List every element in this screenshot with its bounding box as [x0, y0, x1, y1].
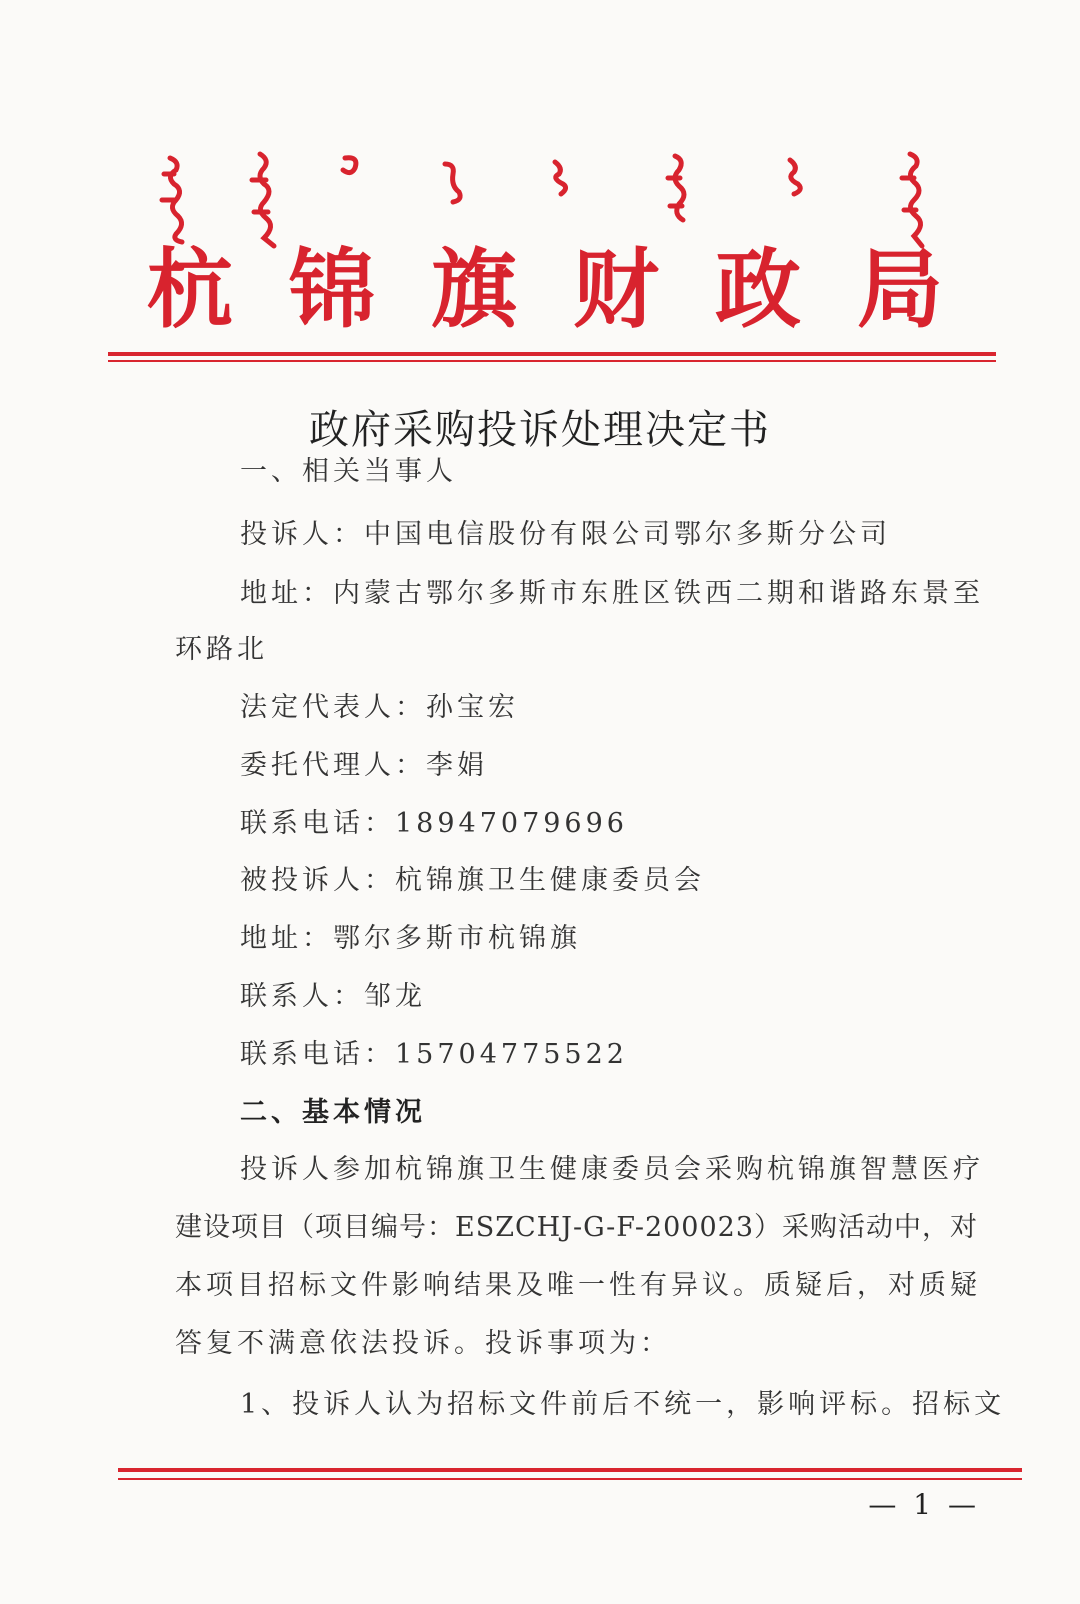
respondent-contact-line: 联系人：邹龙	[240, 981, 426, 1012]
complainant-address-line: 地址：内蒙古鄂尔多斯市东胜区铁西二期和谐路东景至	[240, 578, 984, 609]
page-number: — 1 —	[868, 1488, 980, 1521]
mongolian-script-logo	[150, 150, 940, 250]
title-char: 杭	[147, 239, 233, 340]
footer-rule-thin	[118, 1478, 1022, 1480]
title-char: 旗	[431, 239, 517, 340]
respondent-address-line: 地址：鄂尔多斯市杭锦旗	[240, 923, 581, 954]
issuing-authority-title	[140, 240, 950, 340]
title-char: 局	[857, 239, 943, 340]
body-paragraph-line: 投诉人参加杭锦旗卫生健康委员会采购杭锦旗智慧医疗	[240, 1154, 984, 1185]
header-rule-thin	[108, 360, 996, 362]
body-paragraph-line: 答复不满意依法投诉。投诉事项为：	[175, 1328, 671, 1359]
title-char: 财	[573, 239, 659, 340]
legal-representative-line: 法定代表人：孙宝宏	[240, 692, 519, 723]
respondent-line: 被投诉人：杭锦旗卫生健康委员会	[240, 865, 705, 896]
authorized-agent-line: 委托代理人：李娟	[240, 750, 488, 781]
body-paragraph-line: 本项目招标文件影响结果及唯一性有异议。质疑后，对质疑	[175, 1270, 981, 1301]
mongolian-script-header	[150, 150, 940, 250]
footer-rule-thick	[118, 1468, 1022, 1472]
body-paragraph-line: 建设项目（项目编号：ESZCHJ-G-F-200023）采购活动中，对	[175, 1212, 979, 1243]
section-heading-basic-info: 二、基本情况	[240, 1097, 426, 1128]
section-heading-parties: 一、相关当事人	[240, 456, 457, 487]
complainant-phone-line: 联系电话：18947079696	[240, 808, 628, 839]
respondent-phone-line: 联系电话：15704775522	[240, 1039, 628, 1070]
complainant-line: 投诉人：中国电信股份有限公司鄂尔多斯分公司	[240, 519, 891, 550]
header-rule-thick	[108, 352, 996, 356]
title-char: 政	[715, 239, 801, 340]
document-title: 政府采购投诉处理决定书	[309, 407, 771, 453]
title-char: 锦	[289, 239, 375, 340]
complainant-address-continuation: 环路北	[175, 634, 268, 665]
complaint-item-1-line: 1、投诉人认为招标文件前后不统一，影响评标。招标文	[240, 1389, 1006, 1420]
